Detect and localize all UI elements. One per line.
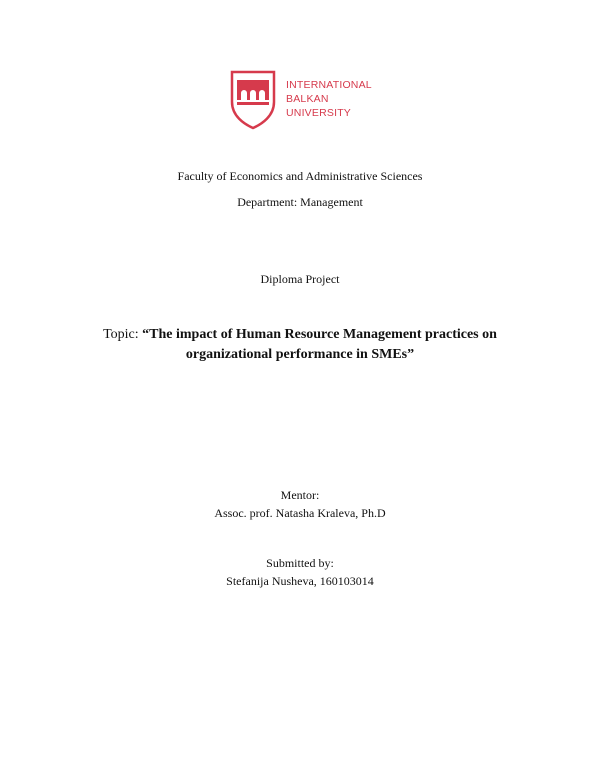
submitted-label: Submitted by: <box>266 556 334 570</box>
logo-wordmark <box>286 78 372 120</box>
university-logo <box>229 70 379 130</box>
logo-line-2: BALKAN <box>286 93 329 105</box>
shield-icon <box>229 70 279 130</box>
department-name: Department: Management <box>237 195 363 209</box>
topic-title-line-2: organizational performance in SMEs” <box>185 347 415 362</box>
topic-title-line-1: “The impact of Human Resource Management practices on <box>142 327 497 342</box>
topic-label: Topic: <box>103 327 143 342</box>
project-type: Diploma Project <box>260 272 340 286</box>
faculty-name: Faculty of Economics and Administrative Sciences <box>177 169 423 183</box>
topic-line-1 <box>0 325 600 345</box>
logo-line-1: INTERNATIONAL <box>286 79 372 91</box>
topic-block <box>0 325 600 365</box>
logo-line-3: UNIVERSITY <box>286 107 352 119</box>
mentor-name: Assoc. prof. Natasha Kraleva, Ph.D <box>214 506 386 520</box>
topic-line-2 <box>0 345 600 365</box>
submitted-name: Stefanija Nusheva, 160103014 <box>226 574 374 588</box>
mentor-label: Mentor: <box>280 488 320 502</box>
